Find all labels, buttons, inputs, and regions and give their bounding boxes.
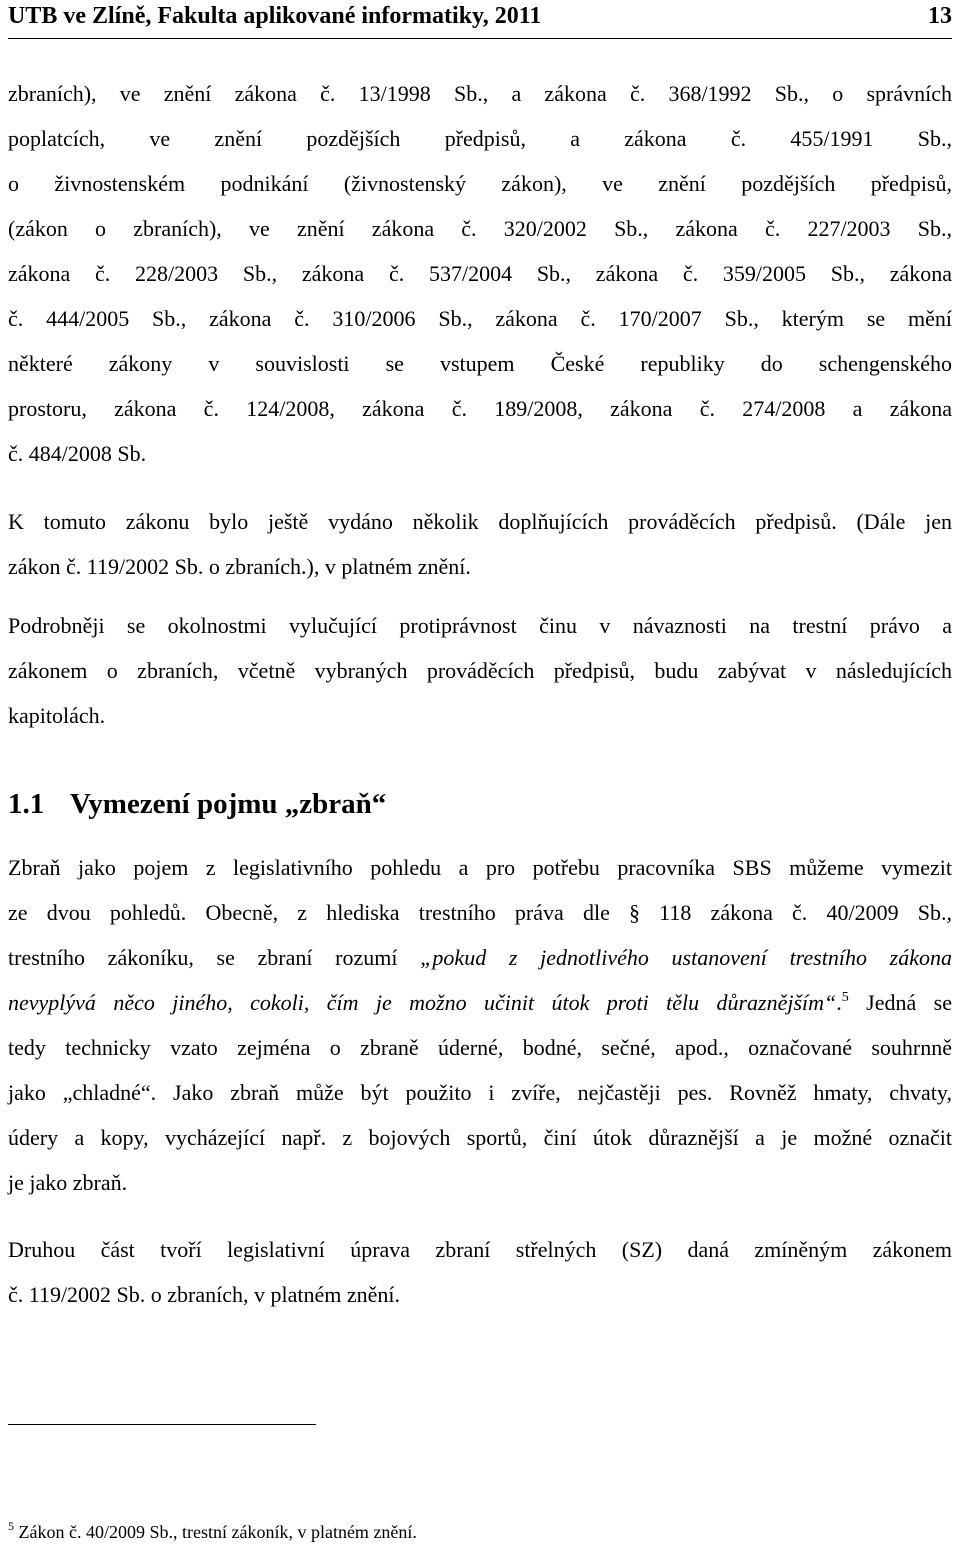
quote-italic: nevyplývá něco jiného, cokoli, čím je možno učinit útok proti tělu důraznějším“: [8, 990, 837, 1015]
text-line: poplatcích, ve znění pozdějších předpisů, a zákona č. 455/1991 Sb.,: [8, 126, 952, 151]
text-line: zákonem o zbraních, včetně vybraných prováděcích předpisů, budu zabývat v následujících: [8, 658, 952, 683]
text-line: ze dvou pohledů. Obecně, z hlediska trestního práva dle § 118 zákona č. 40/2009 Sb.,: [8, 900, 952, 925]
text-line: č. 444/2005 Sb., zákona č. 310/2006 Sb., zákona č. 170/2007 Sb., kterým se mění: [8, 306, 952, 331]
header-title: UTB ve Zlíně, Fakulta aplikované informatiky, 2011: [8, 3, 542, 29]
footnote: [8, 1519, 417, 1543]
text-line: je jako zbraň.: [8, 1170, 128, 1195]
text-line: [8, 944, 952, 972]
text-run: Jedná se: [848, 990, 952, 1015]
quote-italic: „pokud z jednotlivého ustanovení trestního zákona: [420, 945, 952, 970]
text-line: prostoru, zákona č. 124/2008, zákona č. 189/2008, zákona č. 274/2008 a zákona: [8, 396, 952, 421]
text-run: trestního zákoníku, se zbraní rozumí: [8, 945, 421, 970]
text-line: tedy technicky vzato zejména o zbraně úderné, bodné, sečné, apod., označované souhrnně: [8, 1035, 952, 1060]
footnote-reference[interactable]: 5: [841, 990, 849, 1005]
text-line: kapitolách.: [8, 703, 106, 728]
text-line: [8, 989, 952, 1017]
text-line: č. 119/2002 Sb. o zbraních, v platném znění.: [8, 1282, 401, 1307]
page-header: [8, 0, 952, 39]
text-line: č. 484/2008 Sb.: [8, 441, 147, 466]
section-heading: [8, 786, 386, 822]
footnote-text: Zákon č. 40/2009 Sb., trestní zákoník, v platném znění.: [18, 1522, 417, 1542]
text-line: (zákon o zbraních), ve znění zákona č. 320/2002 Sb., zákona č. 227/2003 Sb.,: [8, 216, 952, 241]
page-number: 13: [928, 3, 952, 29]
text-line: zbraních), ve znění zákona č. 13/1998 Sb., a zákona č. 368/1992 Sb., o správních: [8, 81, 952, 106]
text-line: Druhou část tvoří legislativní úprava zbraní střelných (SZ) daná zmíněným zákonem: [8, 1237, 952, 1262]
text-line: Podrobněji se okolnostmi vylučující protiprávnost činu v návaznosti na trestní právo a: [8, 613, 952, 638]
text-line: K tomuto zákonu bylo ještě vydáno několik doplňujících prováděcích předpisů. (Dále jen: [8, 509, 952, 534]
text-line: zákona č. 228/2003 Sb., zákona č. 537/2004 Sb., zákona č. 359/2005 Sb., zákona: [8, 261, 952, 286]
text-line: Zbraň jako pojem z legislativního pohledu a pro potřebu pracovníka SBS můžeme vymezit: [8, 855, 952, 880]
section-title: Vymezení pojmu „zbraň“: [70, 788, 387, 820]
text-line: zákon č. 119/2002 Sb. o zbraních.), v platném znění.: [8, 554, 471, 579]
text-line: údery a kopy, vycházející např. z bojových sportů, činí útok důraznější a je možné označit: [8, 1125, 952, 1150]
footnote-marker: 5: [8, 1519, 14, 1533]
footnote-divider: [8, 1424, 316, 1425]
section-number: 1.1: [8, 788, 45, 820]
text-run: .: [836, 990, 842, 1015]
text-line: jako „chladné“. Jako zbraň může být použito i zvíře, nejčastěji pes. Rovněž hmaty, chvaty,: [8, 1080, 952, 1105]
text-line: některé zákony v souvislosti se vstupem České republiky do schengenského: [8, 351, 952, 376]
text-line: o živnostenském podnikání (živnostenský zákon), ve znění pozdějších předpisů,: [8, 171, 952, 196]
